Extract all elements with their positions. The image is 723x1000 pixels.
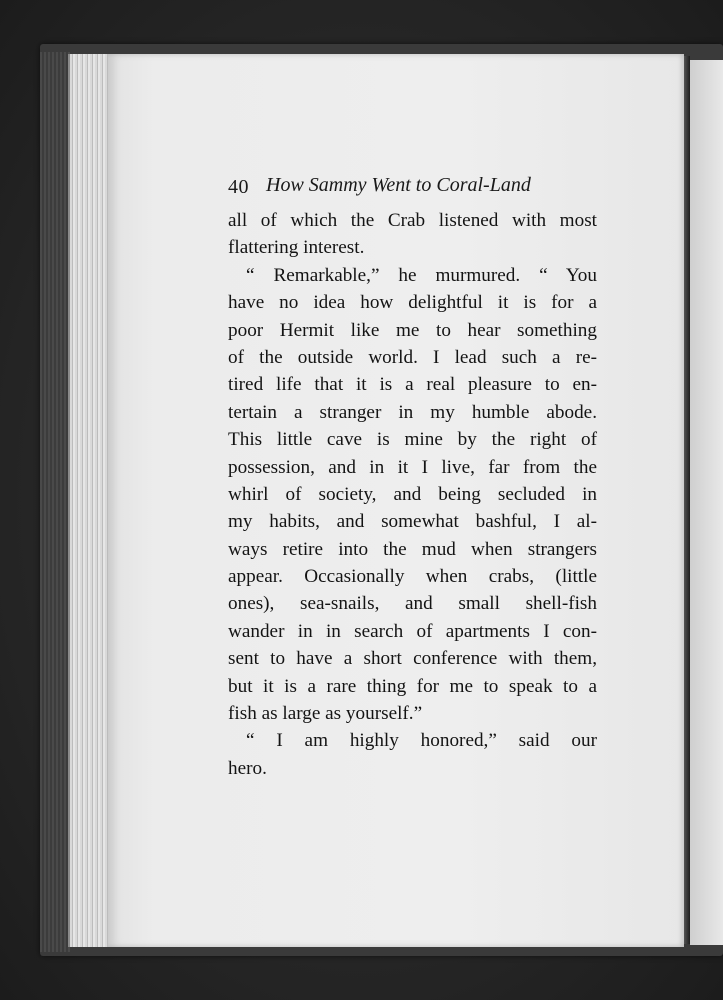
paragraph-start-line: “ I am highly honored,” said our — [246, 730, 597, 752]
text-line: but it is a rare thing for me to speak to a — [228, 675, 597, 697]
text-line: appear. Occasionally when crabs, (little — [228, 566, 597, 588]
body-text — [228, 207, 597, 782]
running-title: How Sammy Went to Coral-Land — [266, 174, 531, 196]
text-line: all of which the Crab listened with most — [228, 210, 597, 231]
text-line: tired life that it is a real pleasure to en- — [228, 374, 597, 396]
text-line: flattering interest. — [228, 237, 365, 259]
text-line: sent to have a short conference with them, — [228, 648, 597, 670]
text-line: ways retire into the mud when strangers — [228, 538, 597, 560]
text-line: tertain a stranger in my humble abode. — [228, 401, 597, 423]
text-line: hero. — [228, 757, 267, 779]
text-line: of the outside world. I lead such a re- — [228, 346, 597, 368]
paragraph-start-line: “ Remarkable,” he murmured. “ You — [246, 264, 597, 286]
text-line: whirl of society, and being secluded in — [228, 483, 597, 505]
text-line: fish as large as yourself.” — [228, 703, 423, 725]
page-number: 40 — [228, 176, 249, 198]
text-line: have no idea how delightful it is for a — [228, 292, 597, 314]
cover-cloth-edge — [40, 52, 70, 952]
text-line: possession, and in it I live, far from the — [228, 456, 597, 478]
text-line: This little cave is mine by the right of — [228, 429, 597, 451]
facing-page-edge — [690, 60, 723, 945]
text-line: wander in in search of apartments I con- — [228, 620, 597, 642]
page-header — [228, 172, 598, 202]
text-line: poor Hermit like me to hear something — [228, 319, 597, 341]
text-line: ones), sea-snails, and small shell-fish — [228, 593, 597, 615]
text-line: my habits, and somewhat bashful, I al- — [228, 511, 597, 533]
